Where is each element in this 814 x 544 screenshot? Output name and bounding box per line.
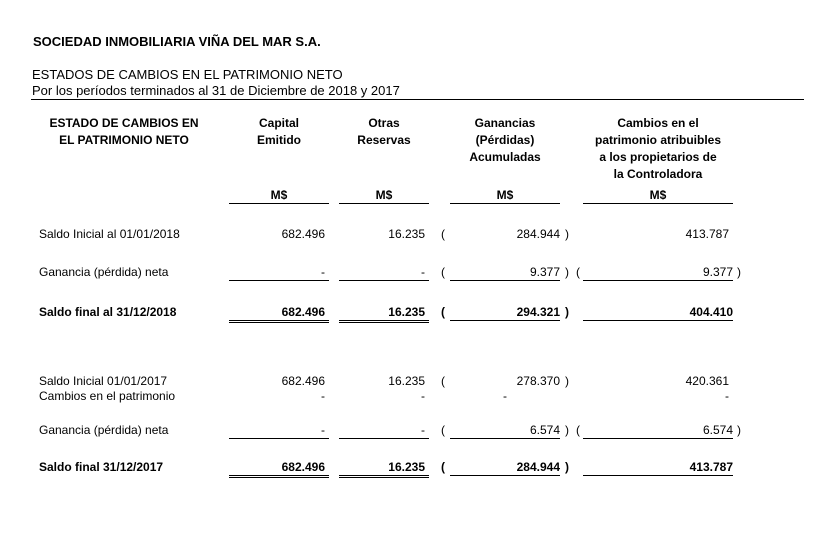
paren-close: ) — [565, 227, 569, 241]
header-ganancias: Ganancias (Pérdidas) Acumuladas — [469, 116, 541, 164]
unit-underline — [339, 203, 429, 204]
row-label: Saldo Inicial 01/01/2017 — [39, 374, 168, 388]
header-concept: ESTADO DE CAMBIOS EN EL PATRIMONIO NETO — [49, 116, 199, 147]
paren-close: ) — [565, 265, 569, 279]
paren-open: ( — [441, 265, 445, 279]
paren-open: ( — [441, 460, 445, 474]
cell-ganancias: 284.944 — [516, 227, 560, 241]
cell-controladora: 6.574 — [583, 423, 733, 439]
cell-reservas: - — [421, 389, 425, 403]
header-capital: Capital Emitido — [257, 116, 301, 147]
unit-ganancias: M$ — [496, 188, 514, 202]
row-label: Saldo Inicial al 01/01/2018 — [39, 227, 180, 241]
cell-capital: 682.496 — [229, 305, 329, 323]
header-controladora: Cambios en el patrimonio atribuibles a los propietarios de la Controladora — [594, 116, 721, 181]
paren-open: ( — [441, 227, 445, 241]
paren-open: ( — [576, 265, 580, 279]
row-label: Ganancia (pérdida) neta — [39, 423, 169, 437]
statement-title: ESTADOS DE CAMBIOS EN EL PATRIMONIO NETO — [32, 67, 343, 82]
statement-subtitle: Por los períodos terminados al 31 de Diciembre de 2018 y 2017 — [32, 83, 400, 98]
paren-close: ) — [737, 423, 741, 437]
unit-reservas: M$ — [375, 188, 393, 202]
paren-open: ( — [441, 374, 445, 388]
cell-ganancias: 6.574 — [450, 423, 560, 439]
cell-reservas: 16.235 — [388, 374, 425, 388]
row-label: Ganancia (pérdida) neta — [39, 265, 169, 279]
cell-capital: 682.496 — [281, 374, 325, 388]
cell-ganancias: - — [503, 389, 507, 403]
cell-controladora: - — [725, 389, 729, 403]
paren-close: ) — [737, 265, 741, 279]
cell-reservas: - — [339, 423, 429, 439]
cell-controladora: 413.787 — [583, 460, 733, 476]
cell-capital: - — [229, 265, 329, 281]
cell-ganancias: 294.321 — [450, 305, 560, 321]
cell-controladora: 413.787 — [685, 227, 729, 241]
cell-reservas: 16.235 — [388, 227, 425, 241]
paren-close: ) — [565, 460, 569, 474]
paren-open: ( — [441, 305, 445, 319]
unit-underline — [450, 203, 560, 204]
unit-underline — [229, 203, 329, 204]
cell-ganancias: 278.370 — [516, 374, 560, 388]
paren-open: ( — [441, 423, 445, 437]
unit-underline — [583, 203, 733, 204]
paren-close: ) — [565, 305, 569, 319]
cell-capital: - — [229, 423, 329, 439]
cell-reservas: 16.235 — [339, 460, 429, 478]
company-name: SOCIEDAD INMOBILIARIA VIÑA DEL MAR S.A. — [33, 34, 321, 49]
paren-close: ) — [565, 374, 569, 388]
cell-ganancias: 9.377 — [450, 265, 560, 281]
header-reservas: Otras Reservas — [357, 116, 411, 147]
cell-capital: 682.496 — [229, 460, 329, 478]
unit-capital: M$ — [270, 188, 288, 202]
cell-capital: - — [321, 389, 325, 403]
cell-controladora: 420.361 — [685, 374, 729, 388]
paren-close: ) — [565, 423, 569, 437]
cell-reservas: 16.235 — [339, 305, 429, 323]
paren-open: ( — [576, 423, 580, 437]
row-label: Saldo final al 31/12/2018 — [39, 305, 177, 319]
unit-controladora: M$ — [649, 188, 667, 202]
row-label: Cambios en el patrimonio — [39, 389, 176, 403]
row-label: Saldo final 31/12/2017 — [39, 460, 164, 474]
cell-controladora: 9.377 — [583, 265, 733, 281]
cell-capital: 682.496 — [281, 227, 325, 241]
cell-reservas: - — [339, 265, 429, 281]
header-divider — [31, 99, 804, 100]
cell-controladora: 404.410 — [583, 305, 733, 321]
cell-ganancias: 284.944 — [450, 460, 560, 476]
